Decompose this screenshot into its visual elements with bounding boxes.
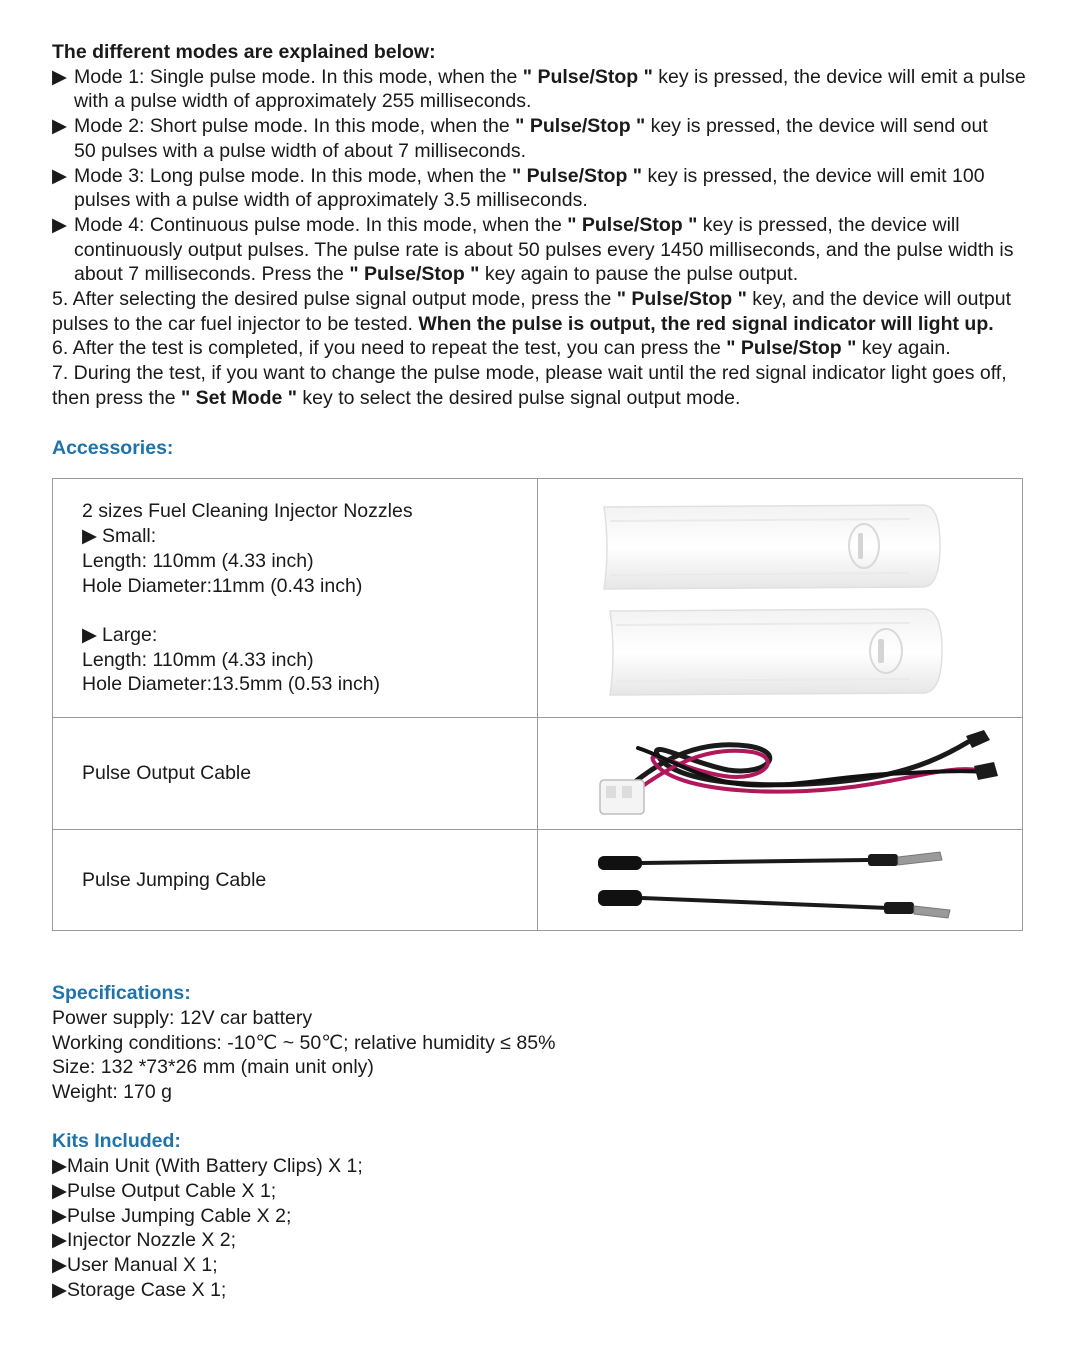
bullet-triangle-icon: ▶ bbox=[52, 1204, 67, 1227]
modes-heading: The different modes are explained below: bbox=[52, 41, 436, 63]
bullet-triangle-icon: ▶ bbox=[52, 1179, 67, 1202]
jumping-cable-1 bbox=[598, 852, 942, 870]
specifications-heading: Specifications: bbox=[52, 982, 191, 1005]
large-nozzle-image bbox=[610, 609, 942, 695]
step-6: 6. After the test is completed, if you need to repeat the test, you can press the " Pulse/Stop " key again. bbox=[52, 337, 951, 360]
accessories-heading: Accessories: bbox=[52, 436, 174, 459]
bullet-triangle-icon: ▶ bbox=[52, 1253, 67, 1276]
kit-item: ▶Storage Case X 1; bbox=[52, 1278, 227, 1301]
mode-2: ▶ Mode 2: Short pulse mode. In this mode, when the " Pulse/Stop " key is pressed, the device will send out bbox=[52, 115, 988, 138]
bullet-triangle-icon: ▶ bbox=[52, 115, 67, 138]
kit-item: ▶Injector Nozzle X 2; bbox=[52, 1229, 237, 1252]
bullet-triangle-icon: ▶ bbox=[82, 623, 97, 646]
bullet-triangle-icon: ▶ bbox=[52, 65, 67, 88]
mode-1: ▶ Mode 1: Single pulse mode. In this mode, when the " Pulse/Stop " key is pressed, the device will emit a pulse with a pulse width of approximately 255 milliseconds. bbox=[52, 65, 1026, 113]
kit-item: ▶Pulse Output Cable X 1; bbox=[52, 1179, 277, 1202]
spec-weight: Weight: 170 g bbox=[52, 1081, 172, 1104]
bullet-triangle-icon: ▶ bbox=[52, 1229, 67, 1252]
bullet-triangle-icon: ▶ bbox=[52, 1155, 67, 1178]
kit-item: ▶Pulse Jumping Cable X 2; bbox=[52, 1204, 292, 1227]
bullet-triangle-icon: ▶ bbox=[82, 525, 97, 548]
jumping-cable-2 bbox=[598, 890, 950, 918]
table-row bbox=[53, 830, 1023, 931]
manual-page bbox=[52, 40, 1027, 1302]
step-7: 7. During the test, if you want to change the pulse mode, please wait until the red signal indicator light goes off, then press the " Set Mode " key to select the desired pulse signal output mode. bbox=[52, 362, 1007, 409]
accessories-table bbox=[52, 478, 1023, 931]
jumping-cable-label: Pulse Jumping Cable bbox=[53, 830, 538, 931]
bullet-triangle-icon: ▶ bbox=[52, 164, 67, 187]
table-row bbox=[53, 479, 1023, 718]
spec-working-conditions: Working conditions: -10℃ ~ 50℃; relative humidity ≤ 85% bbox=[52, 1031, 556, 1054]
kit-item: ▶Main Unit (With Battery Clips) X 1; bbox=[52, 1155, 363, 1178]
mode-3: ▶ Mode 3: Long pulse mode. In this mode, when the " Pulse/Stop " key is pressed, the device will emit 100 pulses with a pulse width of approximately 3.5 milliseconds. bbox=[52, 164, 985, 212]
output-cable-label: Pulse Output Cable bbox=[53, 718, 538, 830]
step-5: 5. After selecting the desired pulse signal output mode, press the " Pulse/Stop " key, and the device will output pulses to the car fuel injector to be tested. When the pulse is output, the red signal indicator will light up. bbox=[52, 288, 1011, 335]
spec-size: Size: 132 *73*26 mm (main unit only) bbox=[52, 1056, 374, 1079]
mode-2-continued: 50 pulses with a pulse width of about 7 milliseconds. bbox=[74, 139, 527, 162]
mode-4: ▶ Mode 4: Continuous pulse mode. In this mode, when the " Pulse/Stop " key is pressed, the device will continuously output pulses. The pulse rate is about 50 pulses every 1450 milliseconds, and the pulse width is about 7 milliseconds. Press the " Pulse/Stop " key again to pause the pulse output. bbox=[52, 213, 1014, 286]
table-row bbox=[53, 718, 1023, 830]
kit-item: ▶User Manual X 1; bbox=[52, 1253, 218, 1276]
output-cable-image bbox=[538, 718, 1023, 830]
small-nozzle-image bbox=[604, 505, 940, 589]
connector-plug-icon bbox=[600, 780, 644, 814]
bullet-triangle-icon: ▶ bbox=[52, 1278, 67, 1301]
kits-heading: Kits Included: bbox=[52, 1130, 181, 1153]
nozzles-image bbox=[538, 479, 1023, 718]
nozzles-description: 2 sizes Fuel Cleaning Injector Nozzles ▶ Small: Length: 110mm (4.33 inch) Hole Diameter:11mm (0.43 inch) ▶ Large: Length: 110mm (4.33 inch) Hole Diameter:13.5mm (0.53 inch) bbox=[53, 479, 538, 718]
spec-power: Power supply: 12V car battery bbox=[52, 1006, 313, 1029]
bullet-triangle-icon: ▶ bbox=[52, 213, 67, 236]
jumping-cable-image bbox=[538, 830, 1023, 931]
